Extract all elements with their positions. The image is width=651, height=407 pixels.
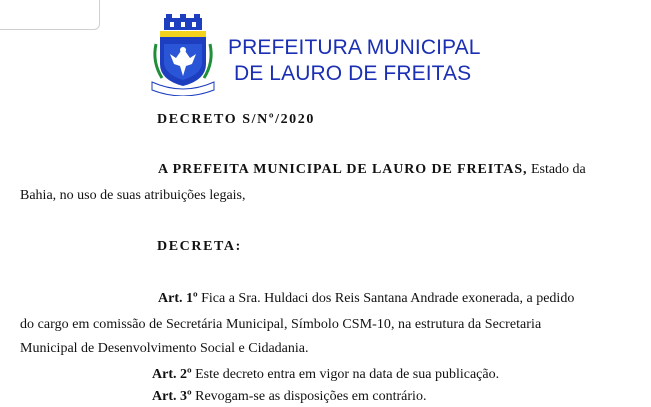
corner-frame [0, 0, 100, 30]
art3-text: Revogam-se as disposições em contrário. [191, 389, 427, 404]
decree-number: DECRETO S/Nº/2020 [157, 112, 315, 127]
art1-text-1: Fica a Sra. Huldaci dos Reis Santana Andrade exonerada, a pedido [197, 291, 575, 306]
preamble-line-2: Bahia, no uso de suas atribuições legais, [20, 188, 246, 203]
art3-label: Art. 3º [152, 389, 192, 404]
art2-line [152, 365, 499, 385]
preamble-subject: A PREFEITA MUNICIPAL DE LAURO DE FREITAS, [158, 162, 528, 177]
art1-line-1 [158, 289, 574, 309]
preamble-line-1 [158, 160, 586, 180]
art1-line-3: Municipal de Desenvolvimento Social e Cidadania. [20, 341, 309, 356]
letterhead [148, 14, 488, 98]
art1-line-2: do cargo em comissão de Secretária Municipal, Símbolo CSM-10, na estrutura da Secretaria [20, 317, 542, 332]
preamble-rest: Estado da [527, 162, 586, 177]
art2-label: Art. 2º [152, 367, 192, 382]
art1-label: Art. 1º [158, 291, 198, 306]
art3-line [152, 387, 426, 407]
prefeitura-title [228, 35, 480, 87]
decreta-heading: DECRETA: [157, 239, 242, 254]
title-line-2: DE LAURO DE FREITAS [234, 62, 472, 85]
municipal-coat-of-arms [150, 14, 220, 96]
art2-text: Este decreto entra em vigor na data de sua publicação. [191, 367, 500, 382]
title-line-1: PREFEITURA MUNICIPAL [228, 36, 481, 59]
